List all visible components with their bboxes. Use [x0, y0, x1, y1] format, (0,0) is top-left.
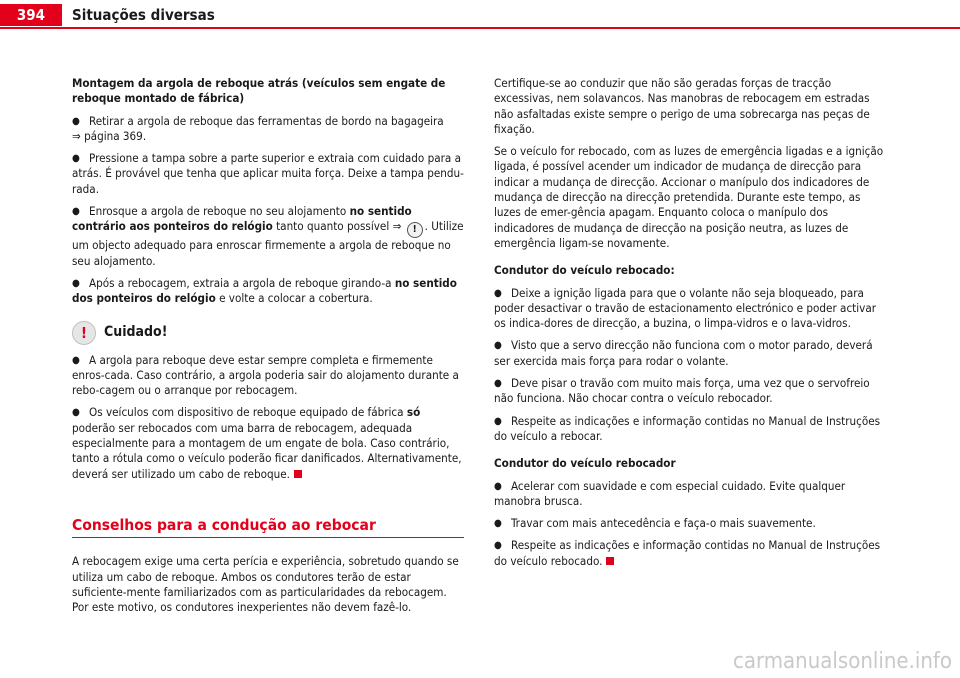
- caution-icon: [72, 321, 96, 345]
- bullet-icon: ●: [494, 287, 502, 299]
- bullet-icon: ●: [494, 518, 502, 530]
- warning-icon[interactable]: !: [407, 222, 423, 238]
- page-reference-link[interactable]: página 369.: [84, 128, 147, 143]
- list-item: ● Deixe a ignição ligada para que o volante não seja bloqueado, para poder desactivar o travão de estacionamento electrónico e poder activar os indica-dores de direcção, a buzina, o limpa-vidros e o lava-vidros.: [494, 285, 877, 331]
- towing-intro: A rebocagem exige uma certa perícia e experiência, sobretudo quando se utiliza um cabo de reboque. Ambos os condutores terão de estar suficiente-mente familiarizados com as particularidades da rebocagem. Por este motivo, os condutores inexperientes não devem fazê-lo.: [72, 554, 459, 615]
- header-rule: [0, 27, 960, 29]
- bullet-icon: ●: [494, 340, 502, 352]
- arrow-icon: ⇒: [392, 219, 402, 234]
- bullet-icon: ●: [72, 206, 80, 218]
- page-number: 394: [0, 4, 62, 26]
- end-marker-icon: [606, 557, 614, 565]
- caution-header: [72, 321, 464, 345]
- list-item: ● Após a rebocagem, extraia a argola de reboque girando-a no sentido dos ponteiros do relógio e volte a colocar a cobertura.: [72, 275, 457, 306]
- bullet-icon: ●: [494, 540, 502, 552]
- caution-item: ● A argola para reboque deve estar sempre completa e firmemente enros-cada. Caso contrário, a argola poderia sair do alojamento durante a rebo-cagem ou o arranque por rebocagem.: [72, 352, 459, 398]
- towed-driver-heading: Condutor do veículo rebocado:: [494, 263, 675, 278]
- list-item: ● Travar com mais antecedência e faça-o mais suavemente.: [494, 516, 816, 531]
- caution-item: ● Os veículos com dispositivo de reboque equipado de fábrica só poderão ser rebocados com uma barra de rebocagem, adequada especialmente para a montagem de um engate de bola. Caso contrário, tanto a rótula como o veículo poderão ficar danificados. Alternativamente, deverá ser utilizado um cabo de reboque.: [72, 405, 462, 481]
- list-item: ● Acelerar com suavidade e com especial cuidado. Evite qualquer manobra brusca.: [494, 478, 846, 508]
- bullet-icon: ●: [494, 378, 502, 390]
- list-item: ● Enrosque a argola de reboque no seu alojamento no sentido contrário aos ponteiros do relógio tanto quanto possível ⇒ ! . Utilize um objecto adequado para enroscar firmemente a argola de reboque no seu alojamento.: [72, 204, 464, 268]
- bullet-icon: ●: [72, 277, 80, 289]
- list-item: ● Respeite as indicações e informação contidas no Manual de Instruções do veículo rebocado.: [494, 538, 881, 568]
- mounting-heading: Montagem da argola de reboque atrás (veículos sem engate de reboque montado de fábrica): [72, 76, 446, 106]
- towing-advice-heading: Conselhos para a condução ao rebocar: [72, 518, 464, 538]
- list-item: ● Retirar a argola de reboque das ferramentas de bordo na bagageira ⇒ página 369.: [72, 113, 444, 143]
- list-item: ● Deve pisar o travão com muito mais força, uma vez que o servofreio não funciona. Não chocar contra o veículo rebocador.: [494, 376, 870, 406]
- list-item: ● Visto que a servo direcção não funciona com o motor parado, deverá ser exercida mais força para rodar o volante.: [494, 338, 873, 368]
- right-column: [494, 76, 886, 576]
- section-title: Situações diversas: [72, 6, 215, 24]
- page-header: [0, 0, 960, 29]
- bullet-icon: ●: [494, 415, 502, 427]
- caution-title: Cuidado!: [104, 323, 168, 340]
- list-item: ● Pressione a tampa sobre a parte superior e extraia com cuidado para a atrás. É provável que tenha que aplicar muita força. Deixe a tampa pendu-rada.: [72, 151, 464, 196]
- arrow-icon: ⇒: [72, 128, 81, 143]
- watermark: carmanualsonline.info: [733, 649, 952, 674]
- bullet-icon: ●: [72, 407, 80, 419]
- bullet-icon: ●: [72, 153, 80, 165]
- bullet-icon: ●: [72, 354, 80, 366]
- towing-driver-heading: Condutor do veículo rebocador: [494, 456, 676, 471]
- end-marker-icon: [294, 470, 302, 478]
- bullet-icon: ●: [494, 480, 502, 492]
- left-column: [72, 76, 464, 622]
- paragraph: Se o veículo for rebocado, com as luzes de emergência ligadas e a ignição ligada, é possível acender um indicador de mudança de direcção para indicar a mudança de direcção. Accionar o manípulo dos indicadores de mudança de direcção na direcção pretendida. Durante este tempo, as luzes de emer-gência apagam. Enquanto coloca o manípulo dos indicadores de mudança de direcção na posição neutra, as luzes de emergência ligam-se novamente.: [494, 144, 884, 250]
- paragraph: Certifique-se ao conduzir que não são geradas forças de tracção excessivas, nem solavancos. Nas manobras de rebocagem em estradas não asfaltadas existe sempre o perigo de uma sobrecarga nas peças de fixação.: [494, 76, 870, 136]
- bullet-icon: ●: [72, 115, 80, 127]
- list-item: ● Respeite as indicações e informação contidas no Manual de Instruções do veículo a rebocar.: [494, 413, 881, 443]
